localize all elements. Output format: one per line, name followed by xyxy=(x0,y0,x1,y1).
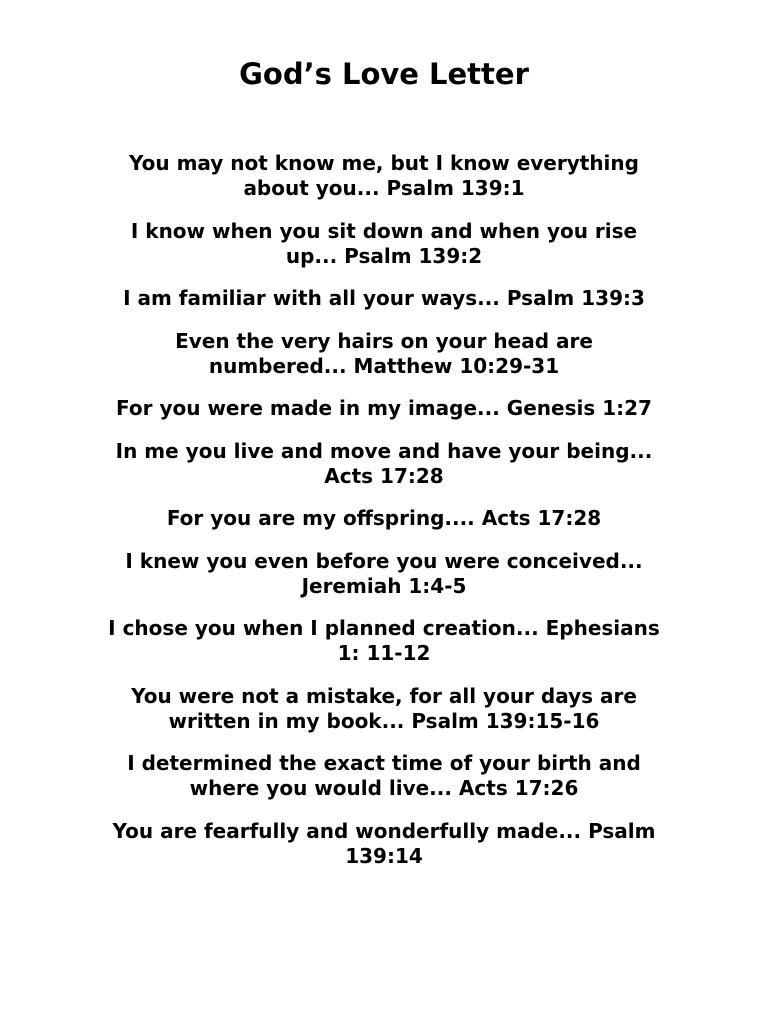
verse-list xyxy=(104,151,664,886)
verse-9: I chose you when I planned creation... Ephesians 1: 11-12 xyxy=(108,616,660,665)
verse-8: I knew you even before you were conceived... Jeremiah 1:4-5 xyxy=(125,548,643,598)
verse-6: In me you live and move and have your being... Acts 17:28 xyxy=(115,438,653,488)
verse-7: For you are my offspring.... Acts 17:28 xyxy=(166,506,602,530)
verse-4: Even the very hairs on your head are numbered... Matthew 10:29-31 xyxy=(175,328,593,378)
verse-1: You may not know me, but I know everything about you... Psalm 139:1 xyxy=(129,151,639,200)
verse-12: You are fearfully and wonderfully made... Psalm 139:14 xyxy=(112,818,656,868)
verse-3: I am familiar with all your ways... Psalm 139:3 xyxy=(123,286,645,310)
verse-11: I determined the exact time of your birth and where you would live... Acts 17:26 xyxy=(127,751,641,800)
verse-5: For you were made in my image... Genesis 1:27 xyxy=(116,396,652,420)
verse-10: You were not a mistake, for all your days are written in my book... Psalm 139:15-16 xyxy=(131,683,637,733)
verse-2: I know when you sit down and when you rise up... Psalm 139:2 xyxy=(130,218,638,268)
page-title: God’s Love Letter xyxy=(239,57,529,91)
